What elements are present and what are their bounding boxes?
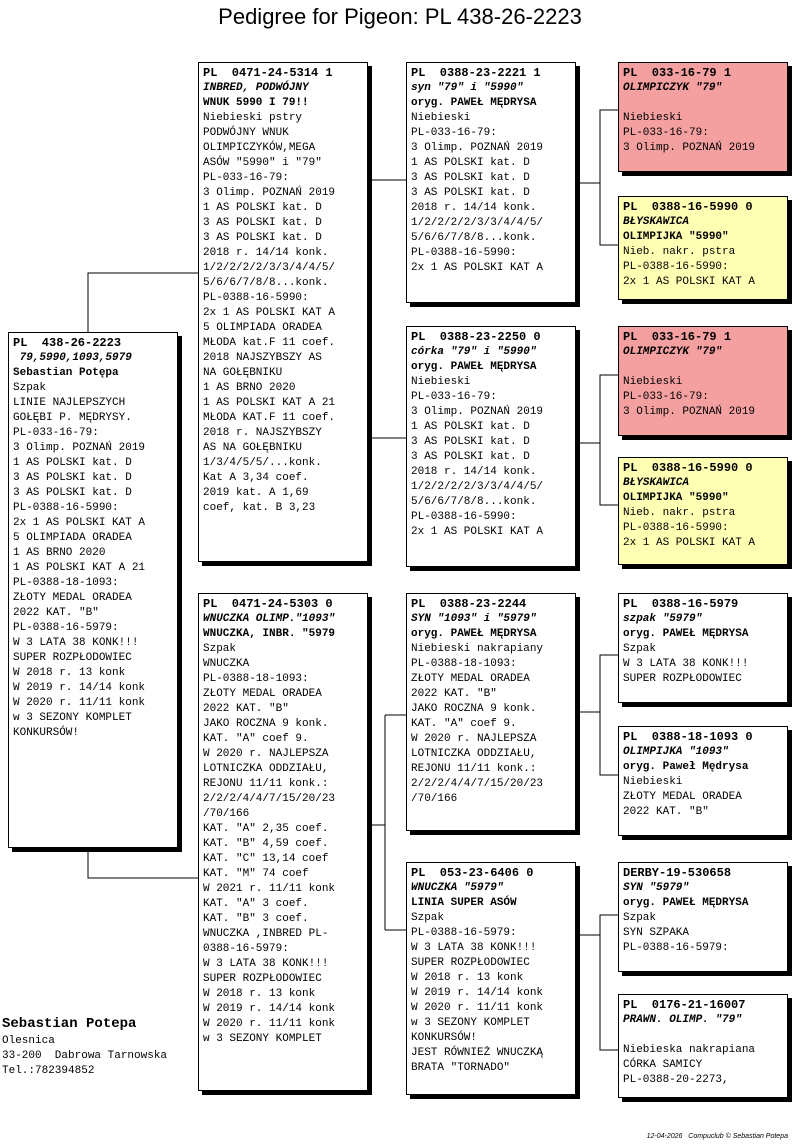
- pedigree-line: BRATA "TORNADO": [411, 1062, 511, 1074]
- pedigree-line: oryg. PAWEŁ MĘDRYSA: [411, 97, 537, 109]
- connector-dd-parents: [578, 915, 618, 1050]
- pedigree-line: 2022 KAT. "B": [411, 688, 497, 700]
- pedigree-card-sire: [198, 62, 368, 562]
- connector-subject-dam: [88, 848, 198, 878]
- pedigree-line: KAT. "C" 13,14 coef: [203, 853, 329, 865]
- pedigree-line: KONKURSÓW!: [411, 1032, 478, 1044]
- page-title: Pedigree for Pigeon: PL 438-26-2223: [218, 4, 582, 29]
- pedigree-line: WNUCZKA, INBR. "5979: [203, 628, 336, 640]
- pedigree-card-dam-sire-sire: [618, 593, 788, 703]
- ring-number: PL 0471-24-5303 0: [203, 597, 333, 611]
- pigeon-nickname: córka "79" i "5990": [411, 346, 537, 358]
- pedigree-line: W 2018 r. 13 konk: [411, 972, 524, 984]
- pigeon-nickname: BŁYSKAWICA: [623, 216, 690, 228]
- pedigree-line: 1 AS POLSKI KAT A 21: [13, 562, 146, 574]
- pedigree-line: W 2019 r. 14/14 konk: [411, 987, 544, 999]
- ring-number: PL 0388-23-2250 0: [411, 330, 541, 344]
- breeder-name: Sebastian Potepa: [2, 1016, 137, 1032]
- breeder-info: [2, 1014, 167, 1079]
- pigeon-nickname: WNUCZKA "5979": [411, 882, 504, 894]
- pedigree-line: oryg. PAWEŁ MĘDRYSA: [623, 897, 749, 909]
- pedigree-line: Niebieska nakrapiana: [623, 1044, 756, 1056]
- ring-number: PL 053-23-6406 0: [411, 866, 534, 880]
- pedigree-line: PODWÓJNY WNUK: [203, 127, 289, 139]
- pedigree-line: NA GOŁĘBNIKU: [203, 367, 283, 379]
- pedigree-line: REJONU 11/11 konk.:: [203, 778, 329, 790]
- pedigree-line: SUPER ROZPŁODOWIEC: [203, 973, 322, 985]
- pedigree-line: 2018 r. NAJSZYBSZY: [203, 427, 322, 439]
- pedigree-line: 2/2/2/4/4/7/15/20/23: [203, 793, 336, 805]
- pedigree-line: 2x 1 AS POLSKI KAT A: [13, 517, 146, 529]
- pedigree-line: WNUCZKA: [203, 658, 250, 670]
- pedigree-line: 1 AS POLSKI KAT A 21: [203, 397, 336, 409]
- pigeon-nickname: szpak "5979": [623, 613, 703, 625]
- pedigree-line: 1 AS BRNO 2020: [203, 382, 296, 394]
- pigeon-nickname: PRAWN. OLIMP. "79": [623, 1014, 742, 1026]
- pigeon-nickname: SYN "1093" i "5979": [411, 613, 537, 625]
- pedigree-line: 3 Olimp. POZNAŃ 2019: [623, 406, 756, 418]
- pedigree-line: Niebieski: [623, 376, 683, 388]
- pedigree-line: PL-0388-18-1093:: [411, 658, 517, 670]
- pedigree-line: PL-033-16-79:: [623, 127, 709, 139]
- ring-number: PL 033-16-79 1: [623, 330, 732, 344]
- pedigree-line: KONKURSÓW!: [13, 727, 80, 739]
- pedigree-line: PL-0388-16-5990:: [623, 261, 729, 273]
- pedigree-line: Niebieski: [411, 376, 471, 388]
- pedigree-line: w 3 SEZONY KOMPLET: [203, 1033, 322, 1045]
- pedigree-line: PL-0388-18-1093:: [13, 577, 119, 589]
- pedigree-line: 2022 KAT. "B": [623, 806, 709, 818]
- pedigree-card-sire-sire-sire: [618, 62, 788, 172]
- pedigree-line: KAT. "B" 4,59 coef.: [203, 838, 329, 850]
- pedigree-line: MŁODA KAT.F 11 coef.: [203, 412, 336, 424]
- pedigree-line: W 2019 r. 14/14 konk: [203, 1003, 336, 1015]
- pedigree-line: 1 AS BRNO 2020: [13, 547, 106, 559]
- pedigree-line: 3 Olimp. POZNAŃ 2019: [623, 142, 756, 154]
- pedigree-line: /70/166: [203, 808, 250, 820]
- pedigree-line: Niebieski: [623, 112, 683, 124]
- pedigree-line: 1/3/4/5/5/...konk.: [203, 457, 322, 469]
- pedigree-line: 3 Olimp. POZNAŃ 2019: [13, 442, 146, 454]
- pigeon-nickname: BŁYSKAWICA: [623, 477, 690, 489]
- pedigree-line: AS NA GOŁĘBNIKU: [203, 442, 303, 454]
- pedigree-line: KAT. "A" 3 coef.: [203, 898, 309, 910]
- pedigree-line: w 3 SEZONY KOMPLET: [411, 1017, 530, 1029]
- pedigree-line: 2018 r. 14/14 konk.: [411, 202, 537, 214]
- footer-credit: 12-04-2026 Compuclub © Sebastian Potepa: [646, 1133, 788, 1140]
- pedigree-card-sire-sire-dam: [618, 196, 788, 300]
- pedigree-line: 5/6/6/7/8/8...konk.: [203, 277, 329, 289]
- pedigree-line: Kat A 3,34 coef.: [203, 472, 309, 484]
- pedigree-line: W 2020 r. 11/11 konk: [203, 1018, 336, 1030]
- pedigree-line: Niebieski: [623, 776, 683, 788]
- pedigree-line: 3 Olimp. POZNAŃ 2019: [411, 406, 544, 418]
- pedigree-line: W 3 LATA 38 KONK!!!: [13, 637, 139, 649]
- pedigree-line: PL-0388-20-2273,: [623, 1074, 729, 1086]
- pedigree-line: PL-0388-16-5979:: [13, 622, 119, 634]
- pedigree-line: 5/6/6/7/8/8...konk.: [411, 496, 537, 508]
- ring-number: PL 0176-21-16007: [623, 998, 746, 1012]
- pedigree-line: REJONU 11/11 konk.:: [411, 763, 537, 775]
- pedigree-line: CÓRKA SAMICY: [623, 1059, 703, 1071]
- pedigree-line: W 3 LATA 38 KONK!!!: [623, 658, 749, 670]
- pedigree-line: OLIMPIJKA "5990": [623, 492, 729, 504]
- connector-ds-parents: [578, 655, 618, 775]
- pedigree-line: Nieb. nakr. pstra: [623, 246, 736, 258]
- pedigree-line: OLIMPIJKA "5990": [623, 231, 729, 243]
- pedigree-line: KAT. "B" 3 coef.: [203, 913, 309, 925]
- pedigree-line: SYN SZPAKA: [623, 927, 690, 939]
- pedigree-line: 1 AS POLSKI kat. D: [411, 157, 530, 169]
- pedigree-line: 3 AS POLSKI kat. D: [411, 172, 530, 184]
- pedigree-card-dam-dam-sire: [618, 862, 788, 972]
- pedigree-line: LOTNICZKA ODDZIAŁU,: [411, 748, 537, 760]
- pedigree-card-sire-dam: [406, 326, 576, 567]
- pedigree-line: 2x 1 AS POLSKI KAT A: [203, 307, 336, 319]
- pedigree-line: 0388-16-5979:: [203, 943, 289, 955]
- pedigree-line: SUPER ROZPŁODOWIEC: [13, 652, 132, 664]
- pedigree-line: SUPER ROZPŁODOWIEC: [411, 957, 530, 969]
- pedigree-line: 5 OLIMPIADA ORADEA: [203, 322, 322, 334]
- pedigree-line: oryg. PAWEŁ MĘDRYSA: [411, 361, 537, 373]
- pedigree-line: 2019 kat. A 1,69: [203, 487, 309, 499]
- pedigree-line: 2022 KAT. "B": [203, 703, 289, 715]
- ring-number: PL 0388-16-5990 0: [623, 461, 753, 475]
- pedigree-line: LINIE NAJLEPSZYCH: [13, 397, 126, 409]
- pedigree-card-dam-sire-dam: [618, 726, 788, 836]
- pedigree-line: W 3 LATA 38 KONK!!!: [203, 958, 329, 970]
- pedigree-line: PL-0388-16-5979:: [623, 942, 729, 954]
- pedigree-line: 1 AS POLSKI kat. D: [411, 421, 530, 433]
- pedigree-line: Niebieski pstry: [203, 112, 303, 124]
- pedigree-line: KAT. "A" coef 9.: [411, 718, 517, 730]
- pedigree-line: Szpak: [623, 643, 657, 655]
- ring-number: PL 033-16-79 1: [623, 66, 732, 80]
- pedigree-line: 3 AS POLSKI kat. D: [203, 217, 322, 229]
- pigeon-nickname: syn "79" i "5990": [411, 82, 524, 94]
- ring-number: PL 0388-18-1093 0: [623, 730, 753, 744]
- pedigree-line: oryg. PAWEŁ MĘDRYSA: [623, 628, 749, 640]
- pedigree-card-dam-dam-dam: [618, 994, 788, 1098]
- connector-sd-parents: [578, 375, 618, 505]
- pedigree-line: PL-0388-16-5990:: [13, 502, 119, 514]
- pedigree-line: 5/6/6/7/8/8...konk.: [411, 232, 537, 244]
- pedigree-line: W 2020 r. NAJLEPSZA: [411, 733, 537, 745]
- pedigree-line: PL-0388-18-1093:: [203, 673, 309, 685]
- pedigree-line: MŁODA kat.F 11 coef.: [203, 337, 336, 349]
- pigeon-nickname: OLIMPICZYK "79": [623, 82, 723, 94]
- pedigree-card-sire-dam-dam: [618, 457, 788, 565]
- pedigree-line: W 2020 r. NAJLEPSZA: [203, 748, 329, 760]
- pedigree-line: PL-033-16-79:: [13, 427, 99, 439]
- pedigree-line: oryg. PAWEŁ MĘDRYSA: [411, 628, 537, 640]
- pedigree-line: 3 AS POLSKI kat. D: [411, 187, 530, 199]
- connector-ss-parents: [578, 110, 618, 245]
- pedigree-line: KAT. "A" coef 9.: [203, 733, 309, 745]
- pedigree-line: PL-0388-16-5990:: [623, 522, 729, 534]
- pedigree-line: [623, 360, 783, 375]
- pedigree-line: SUPER ROZPŁODOWIEC: [623, 673, 742, 685]
- pedigree-line: W 2019 r. 14/14 konk: [13, 682, 146, 694]
- pedigree-line: PL-0388-16-5990:: [411, 247, 517, 259]
- pedigree-line: W 2018 r. 13 konk: [13, 667, 126, 679]
- pedigree-line: W 3 LATA 38 KONK!!!: [411, 942, 537, 954]
- pedigree-line: 2018 r. 14/14 konk.: [203, 247, 329, 259]
- pedigree-line: Szpak: [623, 912, 657, 924]
- pedigree-line: ZŁOTY MEDAL ORADEA: [623, 791, 742, 803]
- pedigree-line: PL-033-16-79:: [203, 172, 289, 184]
- pedigree-line: ASÓW "5990" i "79": [203, 157, 322, 169]
- pedigree-line: WNUCZKA ,INBRED PL-: [203, 928, 329, 940]
- pedigree-line: Szpak: [203, 643, 237, 655]
- connector-subject-sire: [88, 273, 198, 332]
- pedigree-line: 2/2/2/4/4/7/15/20/23: [411, 778, 544, 790]
- pedigree-line: Sebastian Potępa: [13, 367, 119, 379]
- pedigree-line: Nieb. nakr. pstra: [623, 507, 736, 519]
- pigeon-nickname: SYN "5979": [623, 882, 690, 894]
- pedigree-line: PL-033-16-79:: [411, 391, 497, 403]
- pedigree-line: PL-0388-16-5979:: [411, 927, 517, 939]
- pigeon-nickname: INBRED, PODWÓJNY: [203, 82, 309, 94]
- pedigree-line: W 2021 r. 11/11 konk: [203, 883, 336, 895]
- pedigree-line: ZŁOTY MEDAL ORADEA: [203, 688, 322, 700]
- ring-number: PL 0388-23-2221 1: [411, 66, 541, 80]
- pigeon-nickname: WNUCZKA OLIMP."1093": [203, 613, 336, 625]
- pedigree-line: KAT. "A" 2,35 coef.: [203, 823, 329, 835]
- pedigree-card-sire-sire: [406, 62, 576, 303]
- pedigree-line: Szpak: [411, 912, 445, 924]
- pedigree-line: 1/2/2/2/2/3/3/4/4/5/: [203, 262, 336, 274]
- pigeon-nickname: OLIMPIJKA "1093": [623, 746, 729, 758]
- pedigree-line: coef, kat. B 3,23: [203, 502, 316, 514]
- pedigree-card-dam-sire: [406, 593, 576, 831]
- pedigree-line: Niebieski nakrapiany: [411, 643, 544, 655]
- pedigree-card-subject: [8, 332, 178, 848]
- pedigree-line: w 3 SEZONY KOMPLET: [13, 712, 132, 724]
- ring-number: PL 0471-24-5314 1: [203, 66, 333, 80]
- pedigree-line: Szpak: [13, 382, 47, 394]
- pedigree-line: /70/166: [411, 793, 458, 805]
- pedigree-line: 5 OLIMPIADA ORADEA: [13, 532, 132, 544]
- pedigree-line: 1 AS POLSKI kat. D: [13, 457, 132, 469]
- pedigree-line: 3 AS POLSKI kat. D: [13, 472, 132, 484]
- pedigree-line: Niebieski: [411, 112, 471, 124]
- pedigree-line: PL-033-16-79:: [411, 127, 497, 139]
- pedigree-line: JEST RÓWNIEŻ WNUCZKĄ: [411, 1047, 544, 1059]
- pedigree-line: GOŁĘBI P. MĘDRYSY.: [13, 412, 132, 424]
- pedigree-line: 3 Olimp. POZNAŃ 2019: [203, 187, 336, 199]
- breeder-address: 33-200 Dabrowa Tarnowska: [2, 1050, 168, 1062]
- pedigree-line: 3 AS POLSKI kat. D: [13, 487, 132, 499]
- pigeon-nickname: 79,5990,1093,5979: [13, 352, 132, 364]
- pedigree-card-dam-dam: [406, 862, 576, 1095]
- pedigree-line: 2022 KAT. "B": [13, 607, 99, 619]
- breeder-phone: Tel.:782394852: [2, 1065, 95, 1077]
- pedigree-line: [623, 1028, 783, 1043]
- pedigree-line: JAKO ROCZNA 9 konk.: [411, 703, 537, 715]
- pedigree-line: 3 AS POLSKI kat. D: [411, 436, 530, 448]
- pedigree-line: [623, 96, 783, 111]
- pedigree-line: W 2020 r. 11/11 konk: [411, 1002, 544, 1014]
- pedigree-line: PL-0388-16-5990:: [203, 292, 309, 304]
- ring-number: PL 0388-23-2244: [411, 597, 527, 611]
- pedigree-line: PL-0388-16-5990:: [411, 511, 517, 523]
- pedigree-line: 1/2/2/2/2/3/3/4/4/5/: [411, 481, 544, 493]
- pedigree-line: 2018 NAJSZYBSZY AS: [203, 352, 322, 364]
- pedigree-line: JAKO ROCZNA 9 konk.: [203, 718, 329, 730]
- pedigree-line: 2x 1 AS POLSKI KAT A: [623, 276, 756, 288]
- pedigree-line: W 2020 r. 11/11 konk: [13, 697, 146, 709]
- ring-number: PL 0388-16-5990 0: [623, 200, 753, 214]
- pedigree-line: 2x 1 AS POLSKI KAT A: [411, 262, 544, 274]
- pedigree-line: 2x 1 AS POLSKI KAT A: [623, 537, 756, 549]
- ring-number: PL 0388-16-5979: [623, 597, 739, 611]
- pedigree-card-sire-dam-sire: [618, 326, 788, 436]
- pedigree-line: 1/2/2/2/2/3/3/4/4/5/: [411, 217, 544, 229]
- ring-number: PL 438-26-2223: [13, 336, 122, 350]
- pedigree-card-dam: [198, 593, 368, 1091]
- pedigree-line: ZŁOTY MEDAL ORADEA: [411, 673, 530, 685]
- pedigree-line: oryg. Paweł Mędrysa: [623, 761, 749, 773]
- pedigree-line: 3 Olimp. POZNAŃ 2019: [411, 142, 544, 154]
- pedigree-line: 1 AS POLSKI kat. D: [203, 202, 322, 214]
- pedigree-line: WNUK 5990 I 79!!: [203, 97, 309, 109]
- pedigree-line: LOTNICZKA ODDZIAŁU,: [203, 763, 329, 775]
- pedigree-line: PL-033-16-79:: [623, 391, 709, 403]
- pedigree-line: 2018 r. 14/14 konk.: [411, 466, 537, 478]
- pedigree-line: LINIA SUPER ASÓW: [411, 897, 517, 909]
- pedigree-line: ZŁOTY MEDAL ORADEA: [13, 592, 132, 604]
- pedigree-line: KAT. "M" 74 coef: [203, 868, 309, 880]
- ring-number: DERBY-19-530658: [623, 866, 732, 880]
- breeder-city: Olesnica: [2, 1035, 55, 1047]
- pedigree-line: 3 AS POLSKI kat. D: [411, 451, 530, 463]
- pigeon-nickname: OLIMPICZYK "79": [623, 346, 723, 358]
- pedigree-line: 3 AS POLSKI kat. D: [203, 232, 322, 244]
- pedigree-line: 2x 1 AS POLSKI KAT A: [411, 526, 544, 538]
- pedigree-line: OLIMPICZYKÓW,MEGA: [203, 142, 316, 154]
- pedigree-line: W 2018 r. 13 konk: [203, 988, 316, 1000]
